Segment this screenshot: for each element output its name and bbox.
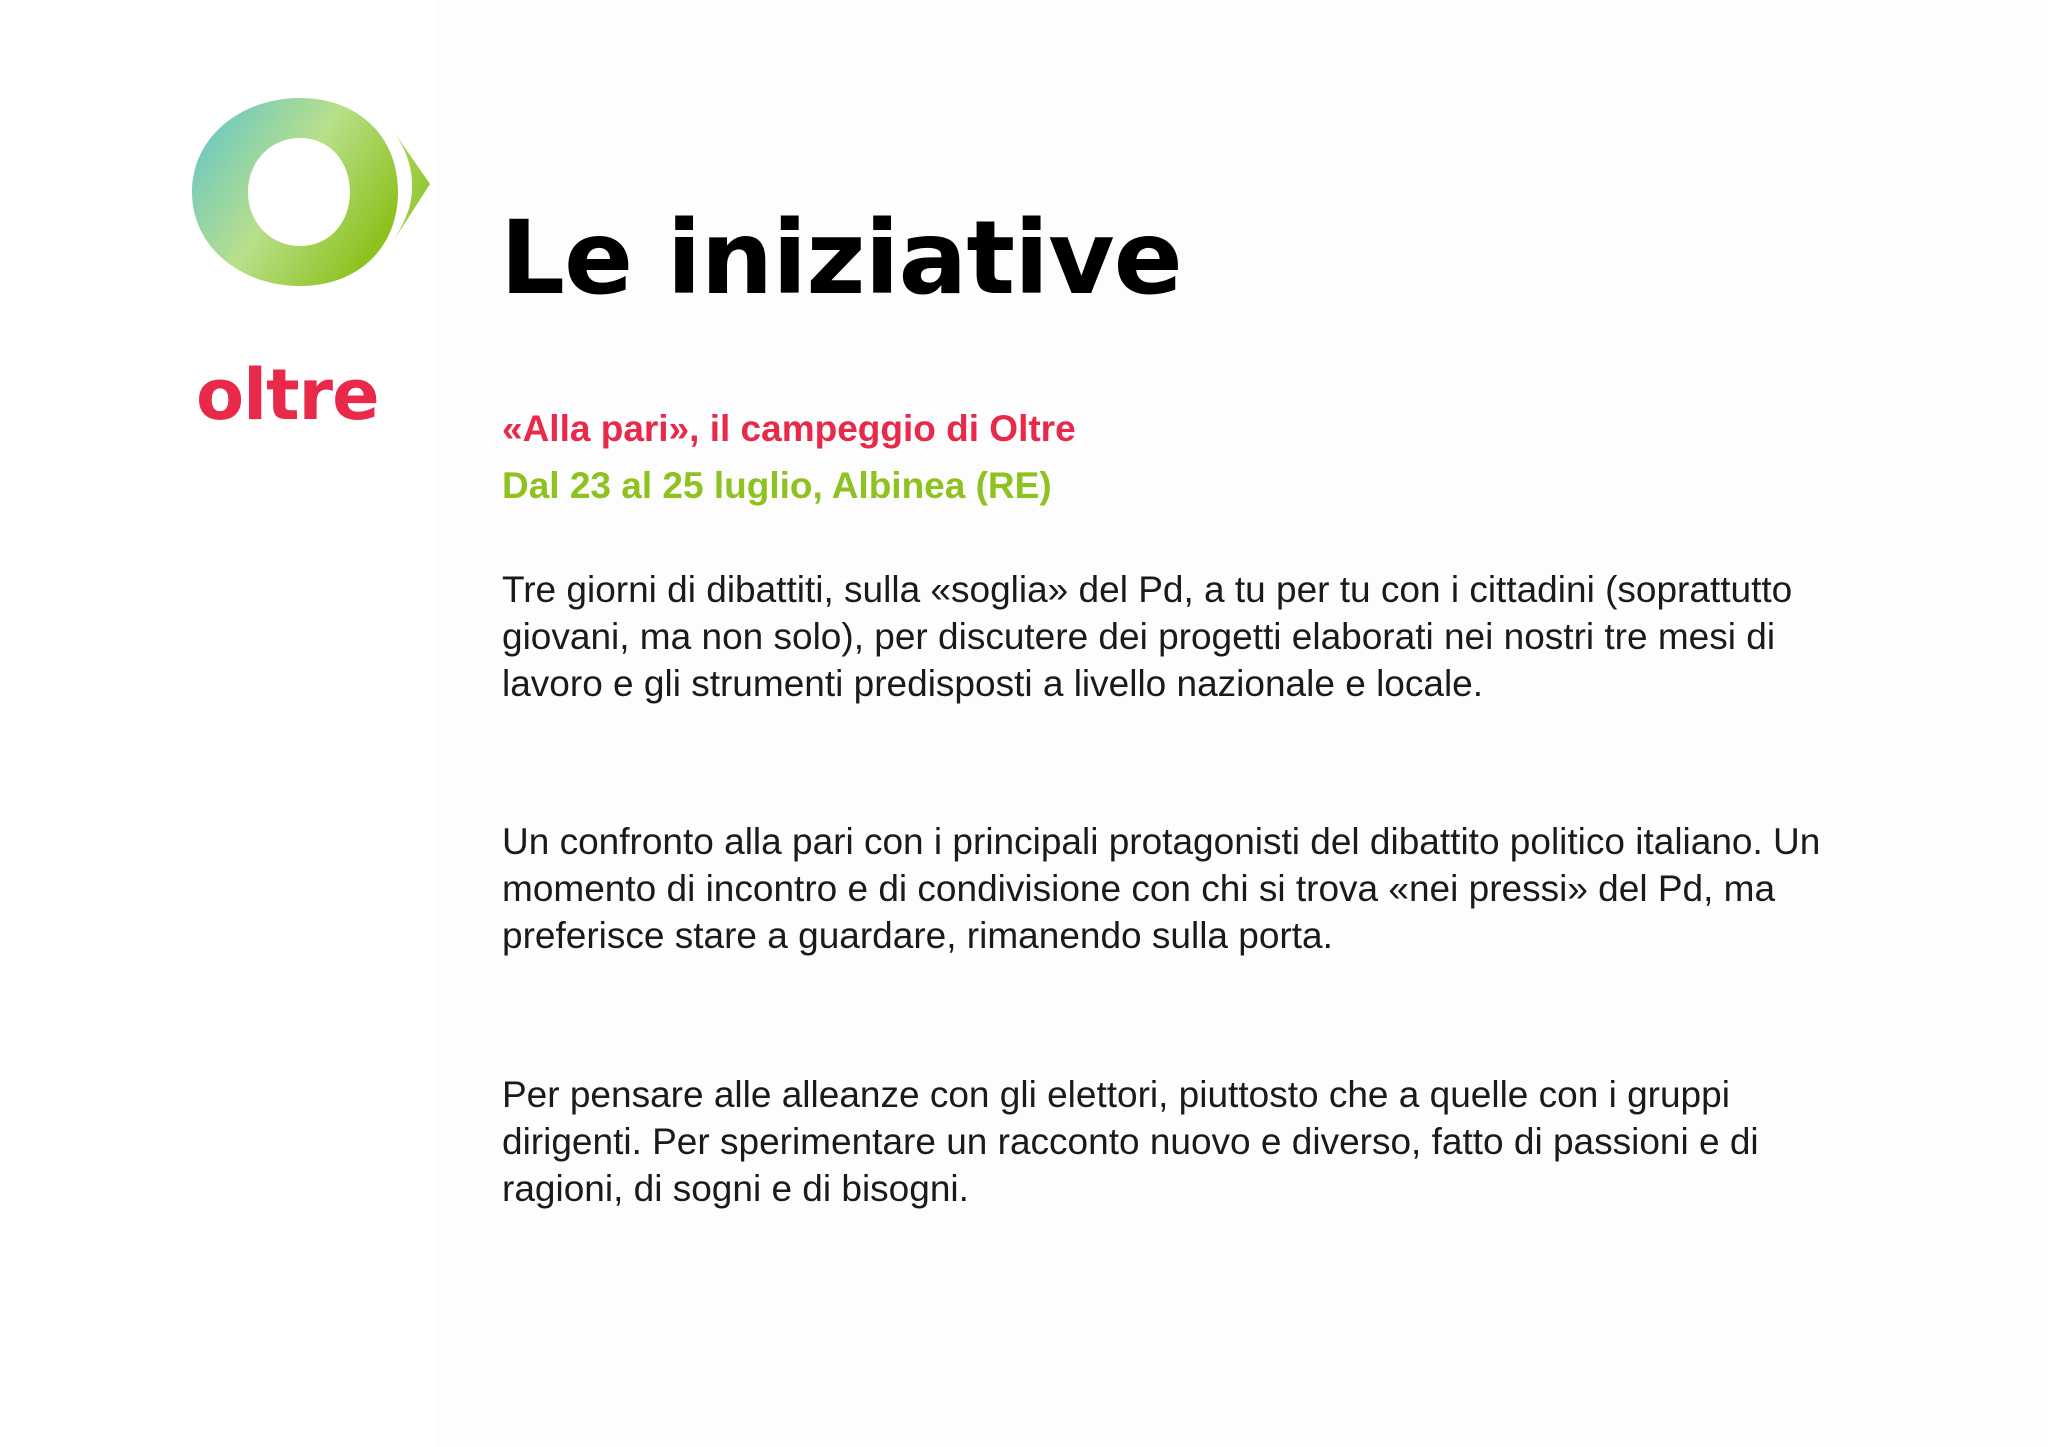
event-dates: Dal 23 al 25 luglio, Albinea (RE) — [502, 465, 1052, 506]
body-paragraph-2: Un confronto alla pari con i principali protagonisti del dibattito politico italiano. Un momento di incontro e di condivisione con chi si trova «nei pressi» del Pd, ma preferisce stare a guardare, rimanendo sulla porta. — [502, 821, 1821, 956]
body-paragraph-3: Per pensare alle alleanze con gli elettori, piuttosto che a quelle con i gruppi dirigenti. Per sperimentare un racconto nuovo e diverso, fatto di passioni e di ragioni, di sogni e di bisogni. — [502, 1074, 1759, 1209]
logo-wordmark: oltre — [196, 354, 379, 436]
page-title: Le iniziative — [500, 199, 1182, 318]
event-name: «Alla pari», il campeggio di Oltre — [502, 408, 1076, 449]
body-paragraph-1: Tre giorni di dibattiti, sulla «soglia» del Pd, a tu per tu con i cittadini (soprattutto giovani, ma non solo), per discutere dei progetti elaborati nei nostri tre mesi di lavoro e gli strumenti predisposti a livello nazionale e locale. — [502, 569, 1793, 704]
oltre-logo — [186, 92, 442, 436]
event-info — [502, 400, 1076, 514]
oltre-ring-arrow-icon — [186, 92, 442, 292]
